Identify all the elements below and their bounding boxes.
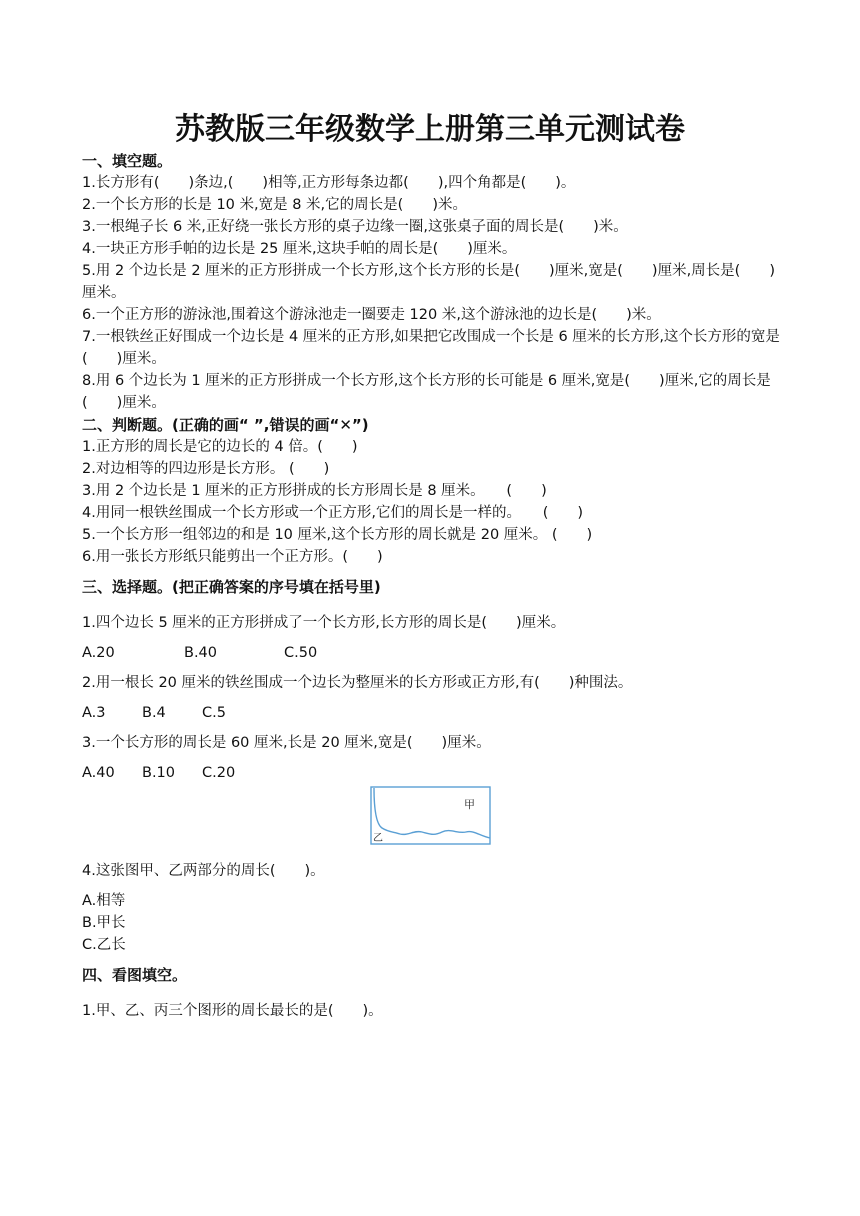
question-text: 8.用 6 个边长为 1 厘米的正方形拼成一个长方形,这个长方形的长可能是 6 厘米,宽是( )厘米,它的周长是( )厘米。: [82, 373, 771, 411]
option: C.20: [202, 765, 236, 781]
question-text: 4.这张图甲、乙两部分的周长( )。: [82, 863, 325, 879]
question-text: 4.一块正方形手帕的边长是 25 厘米,这块手帕的周长是( )厘米。: [82, 241, 517, 257]
section-heading-multiple-choice: 三、选择题。(把正确答案的序号填在括号里): [82, 578, 381, 596]
option: B.4: [142, 705, 166, 721]
question-text: 6.用一张长方形纸只能剪出一个正方形。( ): [82, 549, 383, 565]
option: B.10: [142, 765, 176, 781]
label-yi: 乙: [373, 833, 383, 844]
perimeter-figure: [82, 784, 782, 860]
question-text: 2.一个长方形的长是 10 米,宽是 8 米,它的周长是( )米。: [82, 197, 467, 213]
question-text: 3.用 2 个边长是 1 厘米的正方形拼成的长方形周长是 8 厘米。 ( ): [82, 483, 547, 499]
option: A.20: [82, 645, 115, 661]
option-row: [82, 762, 782, 784]
option: A.40: [82, 765, 115, 781]
question-text: 5.用 2 个边长是 2 厘米的正方形拼成一个长方形,这个长方形的长是( )厘米,宽是( )厘米,周长是( )厘米。: [82, 263, 775, 301]
question-text: 1.甲、乙、丙三个图形的周长最长的是( )。: [82, 1003, 383, 1019]
option: C.乙长: [82, 937, 126, 953]
question-text: 1.长方形有( )条边,( )相等,正方形每条边都( ),四个角都是( )。: [82, 175, 576, 191]
question-text: 5.一个长方形一组邻边的和是 10 厘米,这个长方形的周长就是 20 厘米。 ( ): [82, 527, 593, 543]
page-title: 苏教版三年级数学上册第三单元测试卷: [175, 112, 685, 147]
worksheet-body: [82, 150, 782, 1022]
question-text: 7.一根铁丝正好围成一个边长是 4 厘米的正方形,如果把它改围成一个长是 6 厘米的长方形,这个长方形的宽是( )厘米。: [82, 329, 780, 367]
question-text: 3.一个长方形的周长是 60 厘米,长是 20 厘米,宽是( )厘米。: [82, 735, 491, 751]
option: A.3: [82, 705, 106, 721]
option: B.甲长: [82, 915, 126, 931]
section-heading-true-false: 二、判断题。(正确的画“ ”,错误的画“✕”): [82, 416, 369, 434]
question-text: 4.用同一根铁丝围成一个长方形或一个正方形,它们的周长是一样的。 ( ): [82, 505, 584, 521]
question-text: 2.用一根长 20 厘米的铁丝围成一个边长为整厘米的长方形或正方形,有( )种围法。: [82, 675, 633, 691]
figure-drawing: [370, 786, 492, 846]
option: B.40: [184, 645, 218, 661]
option: C.50: [284, 645, 318, 661]
option-row: [82, 702, 782, 724]
option-row: [82, 642, 782, 664]
label-jia: 甲: [464, 798, 475, 811]
question-text: 3.一根绳子长 6 米,正好绕一张长方形的桌子边缘一圈,这张桌子面的周长是( )米。: [82, 219, 628, 235]
figure-border: [371, 787, 490, 844]
question-text: 1.正方形的周长是它的边长的 4 倍。( ): [82, 439, 358, 455]
section-heading-fill-in: 一、填空题。: [82, 152, 173, 170]
question-text: 2.对边相等的四边形是长方形。 ( ): [82, 461, 330, 477]
option: A.相等: [82, 893, 126, 909]
question-text: 1.四个边长 5 厘米的正方形拼成了一个长方形,长方形的周长是( )厘米。: [82, 615, 566, 631]
question-text: 6.一个正方形的游泳池,围着这个游泳池走一圈要走 120 米,这个游泳池的边长是( )米。: [82, 307, 661, 323]
section-heading-picture-fill: 四、看图填空。: [82, 966, 188, 984]
option: C.5: [202, 705, 226, 721]
